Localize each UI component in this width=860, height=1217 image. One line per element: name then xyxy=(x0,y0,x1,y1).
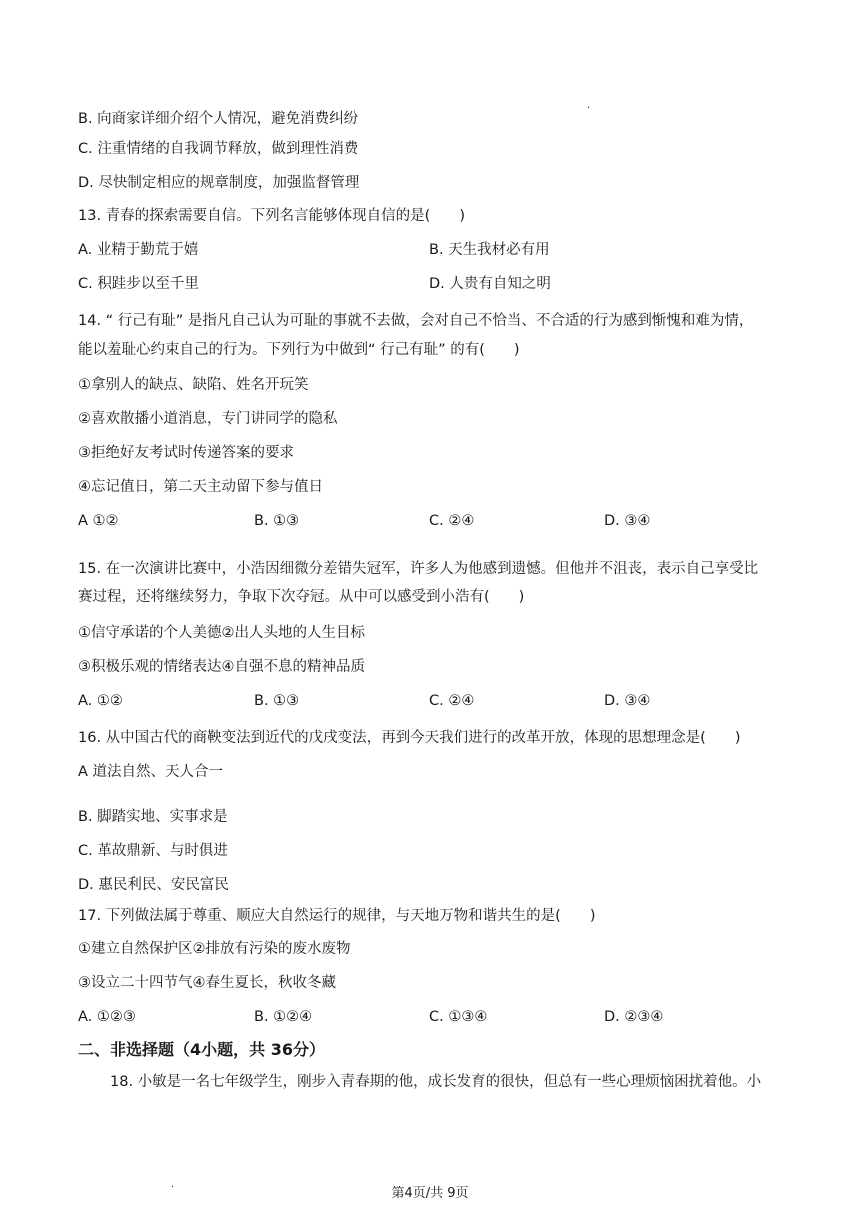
q15-items-line1: ①信守承诺的个人美德②出人头地的人生目标 xyxy=(78,625,365,641)
q16-stem: 16. 从中国古代的商鞅变法到近代的戊戌变法，再到今天我们进行的改革开放，体现的思想理念是( ) xyxy=(78,730,741,746)
q14-stem-line2: 能以羞耻心约束自己的行为。下列行为中做到“ 行己有耻” 的有( ) xyxy=(78,342,520,358)
q12-option-d: D. 尽快制定相应的规章制度，加强监督管理 xyxy=(78,175,360,191)
page-footer: 第4页/共 9页 xyxy=(391,1186,469,1201)
q17-option-a: A. ①②③ xyxy=(78,1009,136,1025)
q14-stem-line1: 14. “ 行己有耻” 是指凡自己认为可耻的事就不去做，会对自己不恰当、不合适的行为感到惭愧和难为情， xyxy=(78,313,754,329)
q15-stem-line1: 15. 在一次演讲比赛中，小浩因细微分差错失冠军，许多人为他感到遗憾。但他并不沮丧，表示自己享受比 xyxy=(78,561,759,577)
q17-option-c: C. ①③④ xyxy=(429,1009,488,1025)
q14-item-2: ②喜欢散播小道消息，专门讲同学的隐私 xyxy=(78,411,338,427)
q14-item-4: ④忘记值日，第二天主动留下参与值日 xyxy=(78,479,323,495)
q14-option-d: D. ③④ xyxy=(604,513,651,529)
q16-option-d: D. 惠民利民、安民富民 xyxy=(78,877,229,893)
q13-option-a: A. 业精于勤荒于嬉 xyxy=(78,242,199,258)
q13-option-b: B. 天生我材必有用 xyxy=(429,242,550,258)
scan-dot: . xyxy=(587,100,591,111)
q13-option-c: C. 积跬步以至千里 xyxy=(78,276,199,292)
q17-items-line2: ③设立二十四节气④春生夏长，秋收冬藏 xyxy=(78,975,336,991)
q16-option-c: C. 革故鼎新、与时俱进 xyxy=(78,843,228,859)
q14-option-a: A ①② xyxy=(78,513,119,529)
q15-items-line2: ③积极乐观的情绪表达④自强不息的精神品质 xyxy=(78,659,365,675)
q17-option-d: D. ②③④ xyxy=(604,1009,664,1025)
q14-option-b: B. ①③ xyxy=(254,513,300,529)
q14-item-1: ①拿别人的缺点、缺陷、姓名开玩笑 xyxy=(78,377,309,393)
q14-option-c: C. ②④ xyxy=(429,513,475,529)
q16-option-b: B. 脚踏实地、实事求是 xyxy=(78,809,228,825)
q12-option-b: B. 向商家详细介绍个人情况，避免消费纠纷 xyxy=(78,111,359,127)
q17-option-b: B. ①②④ xyxy=(254,1009,313,1025)
q12-option-c: C. 注重情绪的自我调节释放，做到理性消费 xyxy=(78,141,359,157)
scan-dot: . xyxy=(171,1179,175,1190)
q15-option-d: D. ③④ xyxy=(604,693,651,709)
q13-option-d: D. 人贵有自知之明 xyxy=(429,276,551,292)
q14-item-3: ③拒绝好友考试时传递答案的要求 xyxy=(78,445,294,461)
q17-stem: 17. 下列做法属于尊重、顺应大自然运行的规律，与天地万物和谐共生的是( ) xyxy=(78,908,596,924)
q15-stem-line2: 赛过程，还将继续努力，争取下次夺冠。从中可以感受到小浩有( ) xyxy=(78,589,525,605)
q16-option-a: A 道法自然、天人合一 xyxy=(78,764,224,780)
q18-stem-line1: 18. 小敏是一名七年级学生，刚步入青春期的他，成长发育的很快，但总有一些心理烦恼困扰着他。小 xyxy=(110,1074,762,1090)
q15-option-c: C. ②④ xyxy=(429,693,475,709)
section-2-heading: 二、非选择题（4小题，共 36分） xyxy=(78,1040,325,1059)
q17-items-line1: ①建立自然保护区②排放有污染的废水废物 xyxy=(78,941,351,957)
q15-option-a: A. ①② xyxy=(78,693,123,709)
q13-stem: 13. 青春的探索需要自信。下列名言能够体现自信的是( ) xyxy=(78,208,465,224)
q15-option-b: B. ①③ xyxy=(254,693,300,709)
